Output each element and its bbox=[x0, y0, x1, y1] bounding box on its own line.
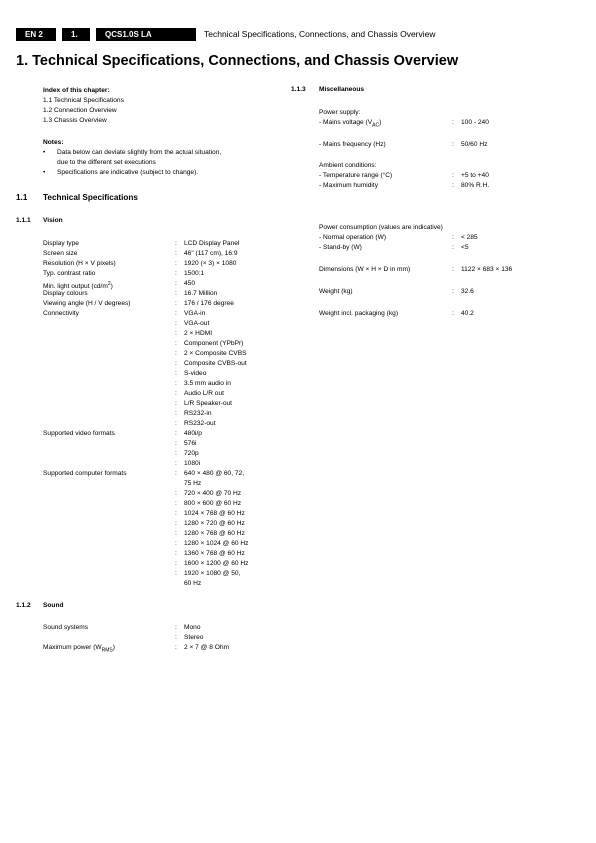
spec-value: 1360 × 768 @ 60 Hz bbox=[184, 550, 245, 557]
spec-row bbox=[43, 439, 283, 449]
spec-colon: : bbox=[452, 266, 454, 273]
mains-voltage-key: - Mains voltage $(V_{AC})$ bbox=[319, 119, 382, 129]
spec-value: 2 × HDMI bbox=[184, 330, 213, 337]
spec-colon: : bbox=[452, 310, 454, 317]
spec-row bbox=[43, 579, 283, 589]
weight-packaging-key: Weight incl. packaging (kg) bbox=[319, 310, 399, 317]
spec-key: Resolution (H × V pixels) bbox=[43, 260, 116, 267]
spec-key: Supported video formats bbox=[43, 430, 115, 437]
temperature-key: - Temperature range (°C) bbox=[319, 172, 393, 179]
spec-value: 640 × 480 @ 60, 72, bbox=[184, 470, 245, 477]
spec-value: 1920 (× 3) × 1080 bbox=[184, 260, 237, 267]
mains-frequency-key: - Mains frequency (Hz) bbox=[319, 141, 386, 148]
spec-value: RS232-in bbox=[184, 410, 212, 417]
index-item: 1.1 Technical Specifications bbox=[43, 97, 124, 104]
spec-row bbox=[43, 479, 283, 489]
spec-value: 450 bbox=[184, 280, 196, 287]
spec-colon: : bbox=[175, 450, 177, 457]
index-heading: Index of this chapter: bbox=[43, 87, 110, 94]
spec-colon: : bbox=[452, 234, 454, 241]
spec-colon: : bbox=[452, 172, 454, 179]
spec-row bbox=[43, 269, 283, 279]
spec-row bbox=[43, 459, 283, 469]
spec-row bbox=[43, 369, 283, 379]
spec-colon: : bbox=[452, 244, 454, 251]
spec-colon: : bbox=[452, 119, 454, 126]
spec-value: 1280 × 768 @ 60 Hz bbox=[184, 530, 245, 537]
spec-key: Supported computer formats bbox=[43, 470, 127, 477]
spec-colon: : bbox=[175, 340, 177, 347]
spec-value: 576i bbox=[184, 440, 197, 447]
normal-operation-value: < 285 bbox=[461, 234, 478, 241]
spec-value: Stereo bbox=[184, 634, 204, 641]
spec-value: 1600 × 1200 @ 60 Hz bbox=[184, 560, 249, 567]
spec-colon: : bbox=[175, 290, 177, 297]
spec-value: 60 Hz bbox=[184, 580, 202, 587]
spec-value: RS232-out bbox=[184, 420, 216, 427]
subsection-title: Sound bbox=[43, 602, 64, 609]
spec-colon: : bbox=[175, 634, 177, 641]
spec-value: 2 × Composite CVBS bbox=[184, 350, 247, 357]
spec-row bbox=[43, 449, 283, 459]
note-item: • Specifications are indicative (subject to change). bbox=[43, 169, 199, 176]
spec-row bbox=[43, 289, 283, 299]
mains-frequency-value: 50/60 Hz bbox=[461, 141, 488, 148]
spec-row bbox=[43, 539, 283, 549]
spec-colon: : bbox=[175, 530, 177, 537]
spec-row bbox=[43, 329, 283, 339]
power-supply-label: Power supply: bbox=[319, 109, 361, 116]
spec-row bbox=[43, 339, 283, 349]
spec-value: 16.7 Million bbox=[184, 290, 218, 297]
notes-list bbox=[43, 148, 283, 178]
section-number: 1.1 bbox=[16, 193, 28, 202]
spec-key: Display type bbox=[43, 240, 79, 247]
spec-row bbox=[43, 529, 283, 539]
spec-value: Audio L/R out bbox=[184, 390, 224, 397]
spec-value: 176 / 176 degree bbox=[184, 300, 234, 307]
spec-colon: : bbox=[452, 288, 454, 295]
spec-key: Sound systems bbox=[43, 624, 89, 631]
dimensions-value: 1122 × 683 × 136 bbox=[461, 266, 513, 273]
power-consumption-label: Power consumption (values are indicative) bbox=[319, 224, 443, 231]
spec-value: 1280 × 1024 @ 60 Hz bbox=[184, 540, 249, 547]
spec-colon: : bbox=[175, 510, 177, 517]
spec-row bbox=[43, 319, 283, 329]
spec-colon: : bbox=[175, 370, 177, 377]
spec-row bbox=[43, 389, 283, 399]
spec-value: Component (YPbPr) bbox=[184, 340, 244, 347]
weight-value: 32.6 bbox=[461, 288, 474, 295]
spec-value: 1280 × 720 @ 60 Hz bbox=[184, 520, 245, 527]
subsection-title: Miscellaneous bbox=[319, 86, 365, 93]
mains-voltage-value: 100 - 240 bbox=[461, 119, 489, 126]
spec-colon: : bbox=[175, 490, 177, 497]
spec-colon: : bbox=[175, 550, 177, 557]
spec-row bbox=[43, 299, 283, 309]
spec-colon: : bbox=[175, 624, 177, 631]
spec-colon: : bbox=[175, 460, 177, 467]
subsection-number: 1.1.1 bbox=[16, 217, 31, 224]
spec-value: L/R Speaker-out bbox=[184, 400, 233, 407]
spec-colon: : bbox=[175, 390, 177, 397]
spec-key: Maximum power $(W_{RMS})$ bbox=[43, 644, 115, 654]
spec-colon: : bbox=[175, 240, 177, 247]
spec-key: Display colours bbox=[43, 290, 88, 297]
spec-value: 3.5 mm audio in bbox=[184, 380, 231, 387]
spec-row bbox=[43, 259, 283, 269]
spec-row bbox=[43, 549, 283, 559]
spec-colon: : bbox=[175, 360, 177, 367]
spec-row bbox=[43, 569, 283, 579]
spec-colon: : bbox=[175, 470, 177, 477]
spec-row bbox=[43, 409, 283, 419]
standby-value: <5 bbox=[461, 244, 469, 251]
weight-key: Weight (kg) bbox=[319, 288, 353, 295]
section-tag: 1. bbox=[62, 28, 90, 41]
spec-value: LCD Display Panel bbox=[184, 240, 240, 247]
spec-row bbox=[43, 643, 283, 653]
spec-colon: : bbox=[175, 250, 177, 257]
spec-row bbox=[43, 309, 283, 319]
spec-colon: : bbox=[175, 560, 177, 567]
spec-value: Composite CVBS-out bbox=[184, 360, 247, 367]
spec-colon: : bbox=[175, 570, 177, 577]
spec-colon: : bbox=[175, 430, 177, 437]
spec-value: 2 × 7 @ 8 Ohm bbox=[184, 644, 229, 651]
spec-value: 720 × 400 @ 70 Hz bbox=[184, 490, 242, 497]
spec-value: 1500:1 bbox=[184, 270, 205, 277]
spec-row bbox=[43, 379, 283, 389]
spec-colon: : bbox=[175, 280, 177, 287]
spec-row bbox=[43, 519, 283, 529]
spec-colon: : bbox=[175, 440, 177, 447]
spec-value: 720p bbox=[184, 450, 199, 457]
spec-colon: : bbox=[175, 310, 177, 317]
spec-colon: : bbox=[175, 410, 177, 417]
notes-heading: Notes: bbox=[43, 139, 64, 146]
section-title: Technical Specifications bbox=[43, 193, 138, 202]
running-header-title: Technical Specifications, Connections, and Chassis Overview bbox=[204, 29, 436, 39]
spec-colon: : bbox=[175, 500, 177, 507]
spec-key: Typ. contrast ratio bbox=[43, 270, 96, 277]
spec-key: Min. light output $(cd/m^2)$ bbox=[43, 281, 113, 291]
spec-colon: : bbox=[175, 540, 177, 547]
chapter-tag: EN 2 bbox=[16, 28, 56, 41]
spec-colon: : bbox=[175, 320, 177, 327]
page-title: 1. Technical Specifications, Connections, and Chassis Overview bbox=[16, 53, 459, 69]
index-item: 1.3 Chassis Overview bbox=[43, 117, 107, 124]
subsection-number: 1.1.3 bbox=[291, 86, 306, 93]
spec-row bbox=[43, 499, 283, 509]
spec-colon: : bbox=[175, 420, 177, 427]
spec-row bbox=[43, 279, 283, 289]
spec-row bbox=[43, 489, 283, 499]
spec-row bbox=[43, 419, 283, 429]
spec-colon: : bbox=[175, 270, 177, 277]
temperature-value: +5 to +40 bbox=[461, 172, 489, 179]
ambient-label: Ambient conditions: bbox=[319, 162, 377, 169]
spec-row bbox=[43, 509, 283, 519]
spec-value: 75 Hz bbox=[184, 480, 202, 487]
weight-packaging-value: 40.2 bbox=[461, 310, 474, 317]
spec-value: 1080i bbox=[184, 460, 201, 467]
spec-colon: : bbox=[175, 380, 177, 387]
normal-operation-key: - Normal operation (W) bbox=[319, 234, 387, 241]
spec-colon: : bbox=[452, 141, 454, 148]
subsection-number: 1.1.2 bbox=[16, 602, 31, 609]
spec-row bbox=[43, 623, 283, 633]
vision-spec-table bbox=[43, 239, 283, 589]
spec-colon: : bbox=[175, 644, 177, 651]
spec-row bbox=[43, 633, 283, 643]
spec-colon: : bbox=[175, 400, 177, 407]
spec-colon: : bbox=[175, 300, 177, 307]
spec-colon: : bbox=[175, 260, 177, 267]
humidity-key: - Maximum humidity bbox=[319, 182, 378, 189]
spec-row bbox=[43, 239, 283, 249]
note-item: • Data below can deviate slightly from the actual situation, due to the different set executions bbox=[43, 149, 222, 166]
subsection-title: Vision bbox=[43, 217, 63, 224]
spec-colon: : bbox=[175, 520, 177, 527]
spec-value: S-video bbox=[184, 370, 207, 377]
spec-row bbox=[43, 249, 283, 259]
spec-colon: : bbox=[452, 182, 454, 189]
index-item: 1.2 Connection Overview bbox=[43, 107, 117, 114]
humidity-value: 80% R.H. bbox=[461, 182, 490, 189]
spec-colon: : bbox=[175, 330, 177, 337]
spec-colon: : bbox=[175, 350, 177, 357]
spec-row bbox=[43, 559, 283, 569]
dimensions-key: Dimensions (W × H × D in mm) bbox=[319, 266, 411, 273]
spec-value: 1024 × 768 @ 60 Hz bbox=[184, 510, 245, 517]
sound-spec-table bbox=[43, 623, 283, 653]
spec-key: Viewing angle (H / V degrees) bbox=[43, 300, 131, 307]
spec-key: Screen size bbox=[43, 250, 78, 257]
spec-key: Connectivity bbox=[43, 310, 79, 317]
spec-row bbox=[43, 429, 283, 439]
spec-value: VGA-in bbox=[184, 310, 206, 317]
model-tag: QCS1.0S LA bbox=[96, 28, 196, 41]
standby-key: - Stand-by (W) bbox=[319, 244, 362, 251]
spec-row bbox=[43, 399, 283, 409]
spec-value: 480i/p bbox=[184, 430, 202, 437]
spec-row bbox=[43, 349, 283, 359]
spec-row bbox=[43, 359, 283, 369]
spec-row bbox=[43, 469, 283, 479]
spec-value: Mono bbox=[184, 624, 201, 631]
spec-value: 800 × 600 @ 60 Hz bbox=[184, 500, 242, 507]
spec-value: 1920 × 1080 @ 50, bbox=[184, 570, 241, 577]
spec-value: VGA-out bbox=[184, 320, 210, 327]
spec-value: 46" (117 cm), 16:9 bbox=[184, 250, 238, 257]
